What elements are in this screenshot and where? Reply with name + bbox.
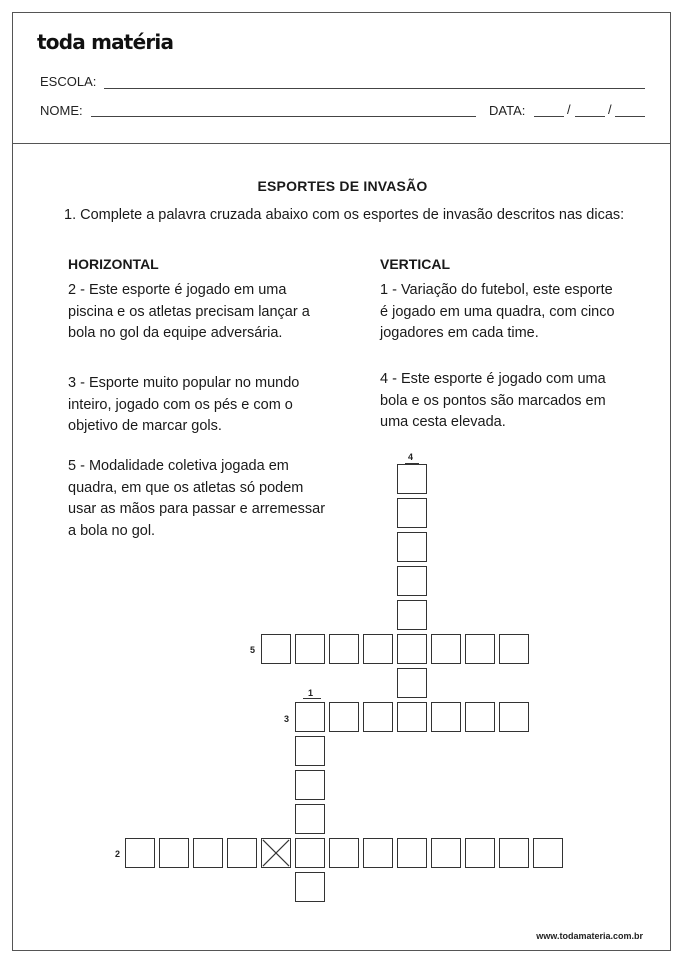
name-label: NOME: [40,103,83,118]
clue-horizontal-5: 5 - Modalidade coletiva jogada em quadra, em que os atletas só podem usar as mãos para passar e arremessar a bola no gol. [68,458,326,539]
crossword-cell[interactable] [533,838,563,868]
brand-logo: toda matéria [37,30,174,54]
crossword-cell[interactable] [159,838,189,868]
number-underline [303,698,321,699]
crossword-cell[interactable] [363,838,393,868]
clue-vertical-4: 4 - Este esporte é jogado com uma bola e os pontos são marcados em uma cesta elevada. [380,371,606,430]
crossword-cell[interactable] [397,532,427,562]
crossword-cell[interactable] [329,838,359,868]
horizontal-heading: HORIZONTAL [68,256,159,272]
crossword-cell[interactable] [499,838,529,868]
date-label: DATA: [489,103,526,118]
crossword-cell[interactable] [295,634,325,664]
crossword-cell[interactable] [295,838,325,868]
date-month-field[interactable] [575,116,605,117]
crossword-number-1: 1 [308,688,314,698]
crossword-cell[interactable] [397,566,427,596]
date-separator: / [608,102,612,117]
crossword-cell[interactable] [227,838,257,868]
crossword-cell[interactable] [397,838,427,868]
crossword-cell[interactable] [363,634,393,664]
crossword-cell[interactable] [295,804,325,834]
crossword-cell[interactable] [295,702,325,732]
vertical-heading: VERTICAL [380,256,450,272]
date-day-field[interactable] [534,116,564,117]
footer-website: www.todamateria.com.br [536,931,643,941]
crossword-cell[interactable] [295,770,325,800]
date-year-field[interactable] [615,116,645,117]
header-divider [12,143,671,144]
crossword-cell[interactable] [499,702,529,732]
date-separator: / [567,102,571,117]
activity-title: ESPORTES DE INVASÃO [257,178,428,194]
crossword-cell[interactable] [499,634,529,664]
crossword-cell[interactable] [397,668,427,698]
crossword-cell[interactable] [363,702,393,732]
crossword-cell[interactable] [329,702,359,732]
crossword-cell[interactable] [125,838,155,868]
clue-vertical-1: 1 - Variação do futebol, este esporte é jogado em uma quadra, com cinco jogadores em cada time. [380,282,615,341]
crossword-cell[interactable] [295,872,325,902]
crossword-cell[interactable] [397,634,427,664]
clue-horizontal-3: 3 - Esporte muito popular no mundo inteiro, jogado com os pés e com o objetivo de marcar gols. [68,375,300,434]
name-field[interactable] [91,116,476,117]
crossword-cell[interactable] [431,634,461,664]
crossword-cell[interactable] [397,498,427,528]
crossword-cell[interactable] [431,702,461,732]
crossword-number-5: 5 [250,645,256,655]
crossword-number-2: 2 [115,849,121,859]
crossword-cell[interactable] [397,702,427,732]
crossword-cell[interactable] [465,702,495,732]
crossword-number-3: 3 [284,714,290,724]
clue-horizontal-2: 2 - Este esporte é jogado em uma piscina e os atletas precisam lançar a bola no gol da equipe adversária. [68,282,310,341]
crossword-blocked-cell [261,838,291,868]
crossword-cell[interactable] [261,634,291,664]
crossword-cell[interactable] [397,464,427,494]
cross-mark-icon [262,839,290,867]
instruction-text: 1. Complete a palavra cruzada abaixo com os esportes de invasão descritos nas dicas: [64,207,625,223]
crossword-cell[interactable] [465,838,495,868]
crossword-cell[interactable] [431,838,461,868]
crossword-number-4: 4 [408,452,414,462]
crossword-cell[interactable] [329,634,359,664]
school-field[interactable] [104,88,645,89]
crossword-cell[interactable] [465,634,495,664]
school-label: ESCOLA: [40,74,97,89]
crossword-cell[interactable] [295,736,325,766]
crossword-cell[interactable] [397,600,427,630]
crossword-cell[interactable] [193,838,223,868]
